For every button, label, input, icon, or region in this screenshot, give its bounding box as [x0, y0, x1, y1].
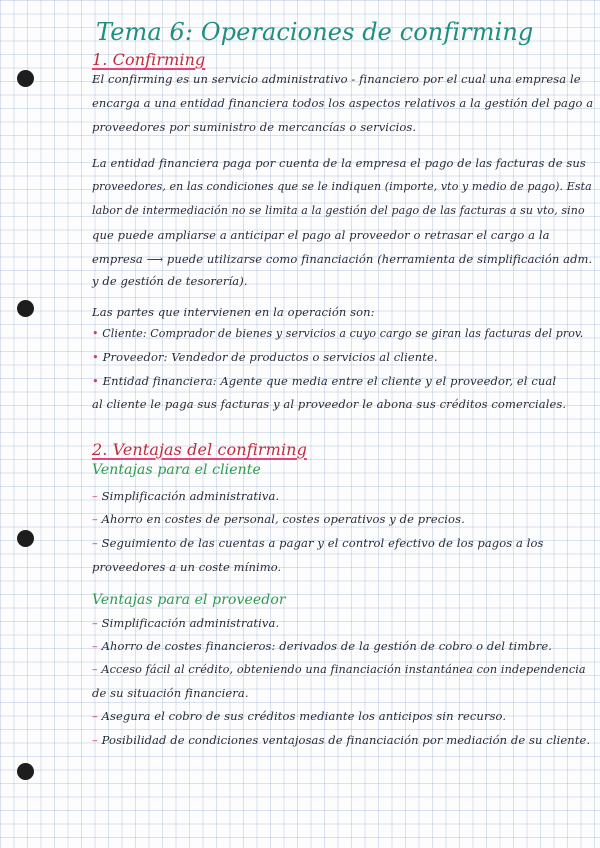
binder-hole — [17, 70, 34, 87]
subheading-provider: Ventajas para el proveedor — [92, 592, 286, 608]
paragraph-line: La entidad financiera paga por cuenta de la empresa el pago de las facturas de sus — [92, 156, 586, 170]
paragraph-line: encarga a una entidad financiera todos los aspectos relativos a la gestión del pago a — [92, 96, 594, 110]
dash-marker: – — [92, 616, 98, 630]
list-item-continuation: proveedores a un coste mínimo. — [92, 560, 282, 574]
binder-hole — [17, 530, 34, 547]
paragraph-line: El confirming es un servicio administrativo - financiero por el cual una empresa le — [92, 72, 581, 86]
list-item-text: Cliente: Comprador de bienes y servicios a cuyo cargo se giran las facturas del prov. — [102, 327, 584, 340]
paragraph-line: que puede ampliarse a anticipar el pago al proveedor o retrasar el cargo a la — [92, 228, 550, 242]
paragraph-line: proveedores, en las condiciones que se le indiquen (importe, vto y medio de pago). Esta — [92, 180, 592, 193]
dash-marker: – — [92, 536, 98, 550]
dash-marker: – — [92, 489, 98, 503]
binder-hole — [17, 763, 34, 780]
list-item-text: Ahorro en costes de personal, costes operativos y de precios. — [101, 512, 465, 526]
list-item-text: Posibilidad de condiciones ventajosas de financiación por mediación de su cliente. — [101, 733, 591, 747]
list-item-text: Simplificación administrativa. — [101, 616, 280, 630]
paragraph-line: empresa ⟶ puede utilizarse como financiación (herramienta de simplificación adm. — [92, 252, 593, 266]
list-item — [92, 489, 279, 503]
page-title: Tema 6: Operaciones de confirming — [96, 18, 534, 46]
section-heading-ventajas: 2. Ventajas del confirming — [92, 440, 307, 459]
bullet-marker: • — [92, 350, 99, 364]
dash-marker: – — [92, 709, 98, 723]
list-item — [92, 639, 552, 653]
bullet-marker: • — [92, 374, 99, 388]
binder-hole — [17, 300, 34, 317]
subheading-client: Ventajas para el cliente — [92, 462, 261, 478]
dash-marker: – — [92, 639, 98, 653]
list-item — [92, 536, 544, 550]
parts-intro: Las partes que intervienen en la operación son: — [92, 305, 375, 319]
list-item — [92, 327, 584, 340]
paragraph-line: labor de intermediación no se limita a la gestión del pago de las facturas a su vto, sino — [92, 204, 585, 217]
list-item-text: Entidad financiera: Agente que media entre el cliente y el proveedor, el cual — [102, 374, 557, 388]
list-item-text: Acceso fácil al crédito, obteniendo una financiación instantánea con independencia — [101, 663, 586, 676]
list-item — [92, 663, 586, 676]
list-item-text: Proveedor: Vendedor de productos o servicios al cliente. — [102, 350, 438, 364]
paragraph-line: proveedores por suministro de mercancías o servicios. — [92, 120, 417, 134]
bullet-marker: • — [92, 327, 99, 340]
list-item-continuation: de su situación financiera. — [92, 686, 249, 700]
list-item — [92, 709, 506, 723]
list-item-text: Ahorro de costes financieros: derivados de la gestión de cobro o del timbre. — [101, 639, 553, 653]
section-heading-confirming: 1. Confirming — [92, 50, 206, 69]
list-item — [92, 616, 279, 630]
list-item-text: Simplificación administrativa. — [101, 489, 280, 503]
list-item-continuation: al cliente le paga sus facturas y al proveedor le abona sus créditos comerciales. — [92, 397, 567, 411]
list-item — [92, 350, 438, 364]
dash-marker: – — [92, 733, 98, 747]
list-item — [92, 374, 556, 388]
list-item — [92, 512, 465, 526]
list-item — [92, 733, 590, 747]
dash-marker: – — [92, 663, 98, 676]
dash-marker: – — [92, 512, 98, 526]
list-item-text: Seguimiento de las cuentas a pagar y el control efectivo de los pagos a los — [101, 536, 544, 550]
list-item-text: Asegura el cobro de sus créditos mediante los anticipos sin recurso. — [101, 709, 507, 723]
paragraph-line: y de gestión de tesorería). — [92, 274, 248, 288]
